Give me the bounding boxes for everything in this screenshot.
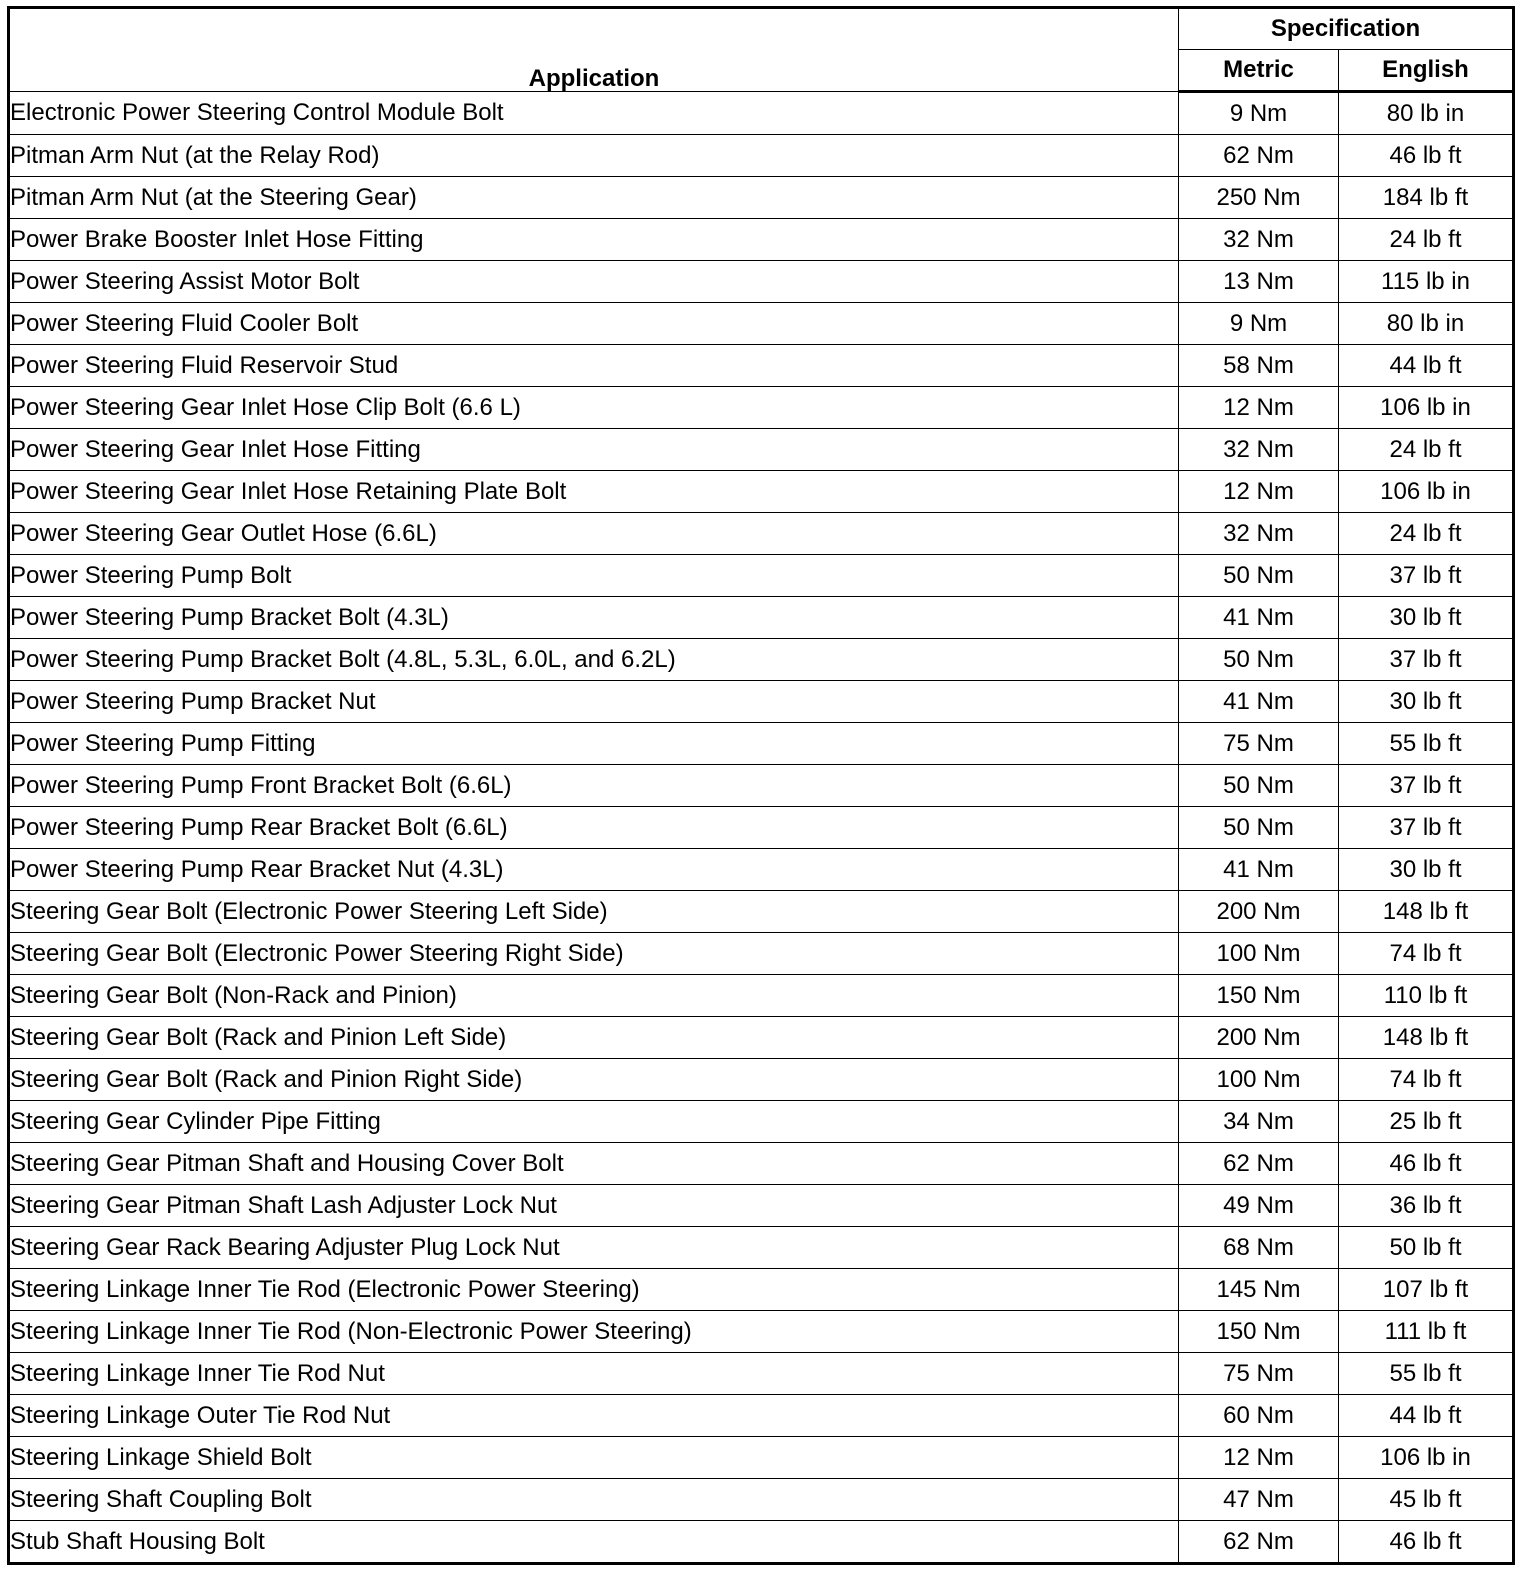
metric-cell: 60 Nm <box>1179 1395 1339 1437</box>
application-cell: Steering Gear Bolt (Rack and Pinion Right Side) <box>9 1059 1179 1101</box>
metric-cell: 12 Nm <box>1179 387 1339 429</box>
table-row <box>9 975 1514 1017</box>
table-row <box>9 933 1514 975</box>
english-cell: 115 lb in <box>1339 261 1514 303</box>
metric-cell: 50 Nm <box>1179 807 1339 849</box>
table-row <box>9 387 1514 429</box>
application-cell: Power Steering Pump Bracket Bolt (4.8L, 5.3L, 6.0L, and 6.2L) <box>9 639 1179 681</box>
table-row <box>9 513 1514 555</box>
table-body <box>9 92 1514 1564</box>
table-row <box>9 1227 1514 1269</box>
application-cell: Power Steering Pump Rear Bracket Nut (4.3L) <box>9 849 1179 891</box>
english-cell: 110 lb ft <box>1339 975 1514 1017</box>
application-cell: Steering Linkage Inner Tie Rod (Non-Electronic Power Steering) <box>9 1311 1179 1353</box>
table-row <box>9 723 1514 765</box>
metric-cell: 47 Nm <box>1179 1479 1339 1521</box>
metric-cell: 62 Nm <box>1179 135 1339 177</box>
metric-cell: 41 Nm <box>1179 597 1339 639</box>
application-cell: Steering Gear Bolt (Electronic Power Steering Right Side) <box>9 933 1179 975</box>
table-row <box>9 177 1514 219</box>
english-cell: 44 lb ft <box>1339 345 1514 387</box>
metric-cell: 13 Nm <box>1179 261 1339 303</box>
table-row <box>9 891 1514 933</box>
english-cell: 184 lb ft <box>1339 177 1514 219</box>
english-cell: 30 lb ft <box>1339 681 1514 723</box>
metric-cell: 62 Nm <box>1179 1521 1339 1564</box>
application-cell: Power Steering Fluid Cooler Bolt <box>9 303 1179 345</box>
english-cell: 37 lb ft <box>1339 765 1514 807</box>
application-cell: Steering Linkage Inner Tie Rod Nut <box>9 1353 1179 1395</box>
application-cell: Steering Gear Bolt (Electronic Power Steering Left Side) <box>9 891 1179 933</box>
metric-cell: 50 Nm <box>1179 639 1339 681</box>
metric-cell: 145 Nm <box>1179 1269 1339 1311</box>
application-cell: Power Steering Pump Fitting <box>9 723 1179 765</box>
english-cell: 46 lb ft <box>1339 1143 1514 1185</box>
english-cell: 46 lb ft <box>1339 135 1514 177</box>
english-column-header: English <box>1339 50 1514 92</box>
english-cell: 148 lb ft <box>1339 891 1514 933</box>
table-row <box>9 1395 1514 1437</box>
english-cell: 24 lb ft <box>1339 219 1514 261</box>
table-row <box>9 1059 1514 1101</box>
metric-cell: 68 Nm <box>1179 1227 1339 1269</box>
metric-column-header: Metric <box>1179 50 1339 92</box>
application-cell: Steering Linkage Outer Tie Rod Nut <box>9 1395 1179 1437</box>
table-row <box>9 345 1514 387</box>
application-cell: Steering Gear Bolt (Non-Rack and Pinion) <box>9 975 1179 1017</box>
metric-cell: 62 Nm <box>1179 1143 1339 1185</box>
specification-column-header: Specification <box>1179 8 1514 50</box>
metric-cell: 41 Nm <box>1179 681 1339 723</box>
metric-cell: 150 Nm <box>1179 1311 1339 1353</box>
english-cell: 24 lb ft <box>1339 513 1514 555</box>
english-cell: 36 lb ft <box>1339 1185 1514 1227</box>
metric-cell: 200 Nm <box>1179 1017 1339 1059</box>
english-cell: 25 lb ft <box>1339 1101 1514 1143</box>
english-cell: 37 lb ft <box>1339 807 1514 849</box>
metric-cell: 100 Nm <box>1179 933 1339 975</box>
application-cell: Steering Linkage Shield Bolt <box>9 1437 1179 1479</box>
table-row <box>9 765 1514 807</box>
application-cell: Power Steering Assist Motor Bolt <box>9 261 1179 303</box>
table-row <box>9 555 1514 597</box>
application-cell: Power Steering Gear Inlet Hose Clip Bolt (6.6 L) <box>9 387 1179 429</box>
application-cell: Power Steering Fluid Reservoir Stud <box>9 345 1179 387</box>
metric-cell: 100 Nm <box>1179 1059 1339 1101</box>
english-cell: 50 lb ft <box>1339 1227 1514 1269</box>
application-cell: Electronic Power Steering Control Module Bolt <box>9 92 1179 135</box>
metric-cell: 32 Nm <box>1179 513 1339 555</box>
english-cell: 37 lb ft <box>1339 639 1514 681</box>
metric-cell: 150 Nm <box>1179 975 1339 1017</box>
application-cell: Steering Gear Rack Bearing Adjuster Plug Lock Nut <box>9 1227 1179 1269</box>
english-cell: 37 lb ft <box>1339 555 1514 597</box>
english-cell: 30 lb ft <box>1339 849 1514 891</box>
metric-cell: 50 Nm <box>1179 555 1339 597</box>
english-cell: 74 lb ft <box>1339 933 1514 975</box>
table-row <box>9 1437 1514 1479</box>
table-row <box>9 261 1514 303</box>
application-cell: Pitman Arm Nut (at the Relay Rod) <box>9 135 1179 177</box>
metric-cell: 50 Nm <box>1179 765 1339 807</box>
table-row <box>9 639 1514 681</box>
english-cell: 106 lb in <box>1339 471 1514 513</box>
application-cell: Power Steering Pump Front Bracket Bolt (6.6L) <box>9 765 1179 807</box>
application-cell: Steering Linkage Inner Tie Rod (Electronic Power Steering) <box>9 1269 1179 1311</box>
header-row-top <box>9 8 1514 50</box>
english-cell: 55 lb ft <box>1339 723 1514 765</box>
table-row <box>9 807 1514 849</box>
table-row <box>9 1521 1514 1564</box>
english-cell: 106 lb in <box>1339 387 1514 429</box>
metric-cell: 34 Nm <box>1179 1101 1339 1143</box>
english-cell: 30 lb ft <box>1339 597 1514 639</box>
application-cell: Power Brake Booster Inlet Hose Fitting <box>9 219 1179 261</box>
application-cell: Steering Gear Pitman Shaft and Housing Cover Bolt <box>9 1143 1179 1185</box>
metric-cell: 12 Nm <box>1179 1437 1339 1479</box>
table-row <box>9 849 1514 891</box>
english-cell: 106 lb in <box>1339 1437 1514 1479</box>
application-cell: Power Steering Gear Inlet Hose Fitting <box>9 429 1179 471</box>
english-cell: 80 lb in <box>1339 303 1514 345</box>
table-row <box>9 135 1514 177</box>
table-header <box>9 8 1514 92</box>
application-cell: Steering Gear Pitman Shaft Lash Adjuster Lock Nut <box>9 1185 1179 1227</box>
metric-cell: 9 Nm <box>1179 303 1339 345</box>
application-cell: Power Steering Pump Bracket Nut <box>9 681 1179 723</box>
table-row <box>9 92 1514 135</box>
metric-cell: 75 Nm <box>1179 723 1339 765</box>
application-column-header: Application <box>9 8 1179 92</box>
application-cell: Power Steering Gear Inlet Hose Retaining Plate Bolt <box>9 471 1179 513</box>
table-row <box>9 1017 1514 1059</box>
application-cell: Steering Gear Cylinder Pipe Fitting <box>9 1101 1179 1143</box>
table-row <box>9 597 1514 639</box>
torque-spec-table <box>7 6 1515 1565</box>
application-cell: Steering Shaft Coupling Bolt <box>9 1479 1179 1521</box>
metric-cell: 200 Nm <box>1179 891 1339 933</box>
english-cell: 24 lb ft <box>1339 429 1514 471</box>
table-row <box>9 1143 1514 1185</box>
table-row <box>9 1269 1514 1311</box>
english-cell: 46 lb ft <box>1339 1521 1514 1564</box>
table-row <box>9 303 1514 345</box>
application-cell: Power Steering Pump Bracket Bolt (4.3L) <box>9 597 1179 639</box>
application-cell: Stub Shaft Housing Bolt <box>9 1521 1179 1564</box>
metric-cell: 12 Nm <box>1179 471 1339 513</box>
metric-cell: 58 Nm <box>1179 345 1339 387</box>
metric-cell: 41 Nm <box>1179 849 1339 891</box>
english-cell: 80 lb in <box>1339 92 1514 135</box>
table-row <box>9 1101 1514 1143</box>
application-cell: Power Steering Pump Bolt <box>9 555 1179 597</box>
table-row <box>9 1185 1514 1227</box>
application-cell: Power Steering Pump Rear Bracket Bolt (6.6L) <box>9 807 1179 849</box>
metric-cell: 250 Nm <box>1179 177 1339 219</box>
english-cell: 111 lb ft <box>1339 1311 1514 1353</box>
english-cell: 55 lb ft <box>1339 1353 1514 1395</box>
metric-cell: 49 Nm <box>1179 1185 1339 1227</box>
metric-cell: 9 Nm <box>1179 92 1339 135</box>
application-cell: Steering Gear Bolt (Rack and Pinion Left Side) <box>9 1017 1179 1059</box>
english-cell: 44 lb ft <box>1339 1395 1514 1437</box>
english-cell: 45 lb ft <box>1339 1479 1514 1521</box>
metric-cell: 32 Nm <box>1179 429 1339 471</box>
table-row <box>9 1311 1514 1353</box>
english-cell: 74 lb ft <box>1339 1059 1514 1101</box>
table-row <box>9 681 1514 723</box>
application-cell: Power Steering Gear Outlet Hose (6.6L) <box>9 513 1179 555</box>
table-row <box>9 1353 1514 1395</box>
table-row <box>9 429 1514 471</box>
table-row <box>9 471 1514 513</box>
application-cell: Pitman Arm Nut (at the Steering Gear) <box>9 177 1179 219</box>
english-cell: 107 lb ft <box>1339 1269 1514 1311</box>
table-row <box>9 1479 1514 1521</box>
table-row <box>9 219 1514 261</box>
metric-cell: 32 Nm <box>1179 219 1339 261</box>
english-cell: 148 lb ft <box>1339 1017 1514 1059</box>
metric-cell: 75 Nm <box>1179 1353 1339 1395</box>
